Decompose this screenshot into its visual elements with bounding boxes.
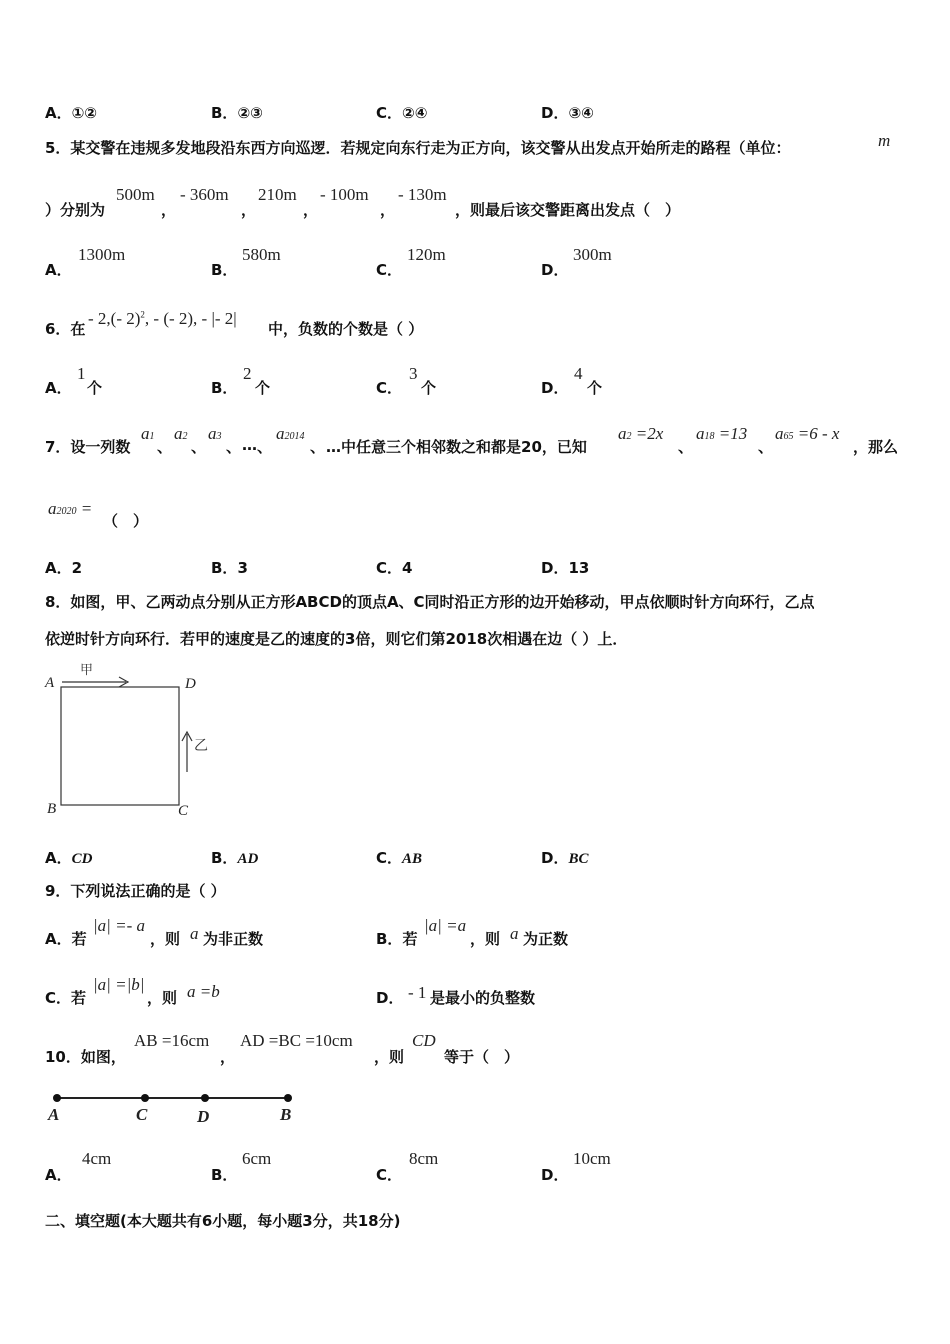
point-d-label: D bbox=[197, 1107, 210, 1126]
point-c bbox=[141, 1094, 149, 1102]
q5-option-c-letter: C． bbox=[376, 261, 403, 279]
q9-option-c-math2: a =b bbox=[187, 982, 220, 1001]
q9-option-c-pre: C．若 bbox=[45, 989, 87, 1007]
q5-sep: ， bbox=[161, 201, 177, 219]
q5-option-a-letter: A． bbox=[45, 261, 72, 279]
q7-sep: 、 bbox=[310, 438, 326, 456]
q9-option-d-math: - 1 bbox=[408, 983, 427, 1002]
q9-option-b-pre: B．若 bbox=[376, 930, 418, 948]
q8-stem-line2: 依逆时针方向环行．若甲的速度是乙的速度的3倍，则它们第2018次相遇在边（ ）上． bbox=[45, 630, 628, 648]
q7-term-3: a3 bbox=[208, 424, 222, 443]
q7-term-1: a1 bbox=[141, 424, 155, 443]
q5-stem-line1: 5．某交警在违规多发地段沿东西方向巡逻．若规定向东行走为正方向，该交警从出发点开始所走的路程（单位： bbox=[45, 139, 791, 157]
q10-option-c-letter: C． bbox=[376, 1166, 403, 1184]
q4-option-b: B．②③ bbox=[211, 104, 263, 122]
q9-option-a-mid: ，则 bbox=[150, 930, 181, 948]
q7-sep: 、 bbox=[226, 438, 242, 456]
q10-target: CD bbox=[412, 1031, 436, 1050]
q6-option-c-unit: 个 bbox=[421, 379, 437, 397]
q7-term-2: a2 bbox=[174, 424, 188, 443]
point-d bbox=[201, 1094, 209, 1102]
q7-option-c: C．4 bbox=[376, 559, 413, 577]
q9-option-b-post: 为正数 bbox=[523, 930, 569, 948]
q5-option-d-letter: D． bbox=[541, 261, 569, 279]
q6-option-a-unit: 个 bbox=[87, 379, 103, 397]
q10-sep: ， bbox=[220, 1048, 236, 1066]
q7-comma: 、 bbox=[678, 438, 694, 456]
q6-option-b-letter: B． bbox=[211, 379, 238, 397]
q9-option-c-math: |a| =|b| bbox=[93, 975, 145, 994]
q9-option-a-post: 为非正数 bbox=[203, 930, 264, 948]
q10-stem-c: 等于（ ） bbox=[444, 1048, 520, 1066]
q5-stem-line2b: ，则最后该交警距离出发点（ ） bbox=[455, 201, 681, 219]
q7-sep: 、 bbox=[191, 438, 207, 456]
q6-option-d-unit: 个 bbox=[587, 379, 603, 397]
q7-comma: 、 bbox=[758, 438, 774, 456]
q7-ellipsis: … bbox=[242, 436, 257, 454]
q8-square-svg bbox=[40, 660, 260, 820]
q5-option-b-letter: B． bbox=[211, 261, 238, 279]
q6-stem-a: 6．在 bbox=[45, 320, 86, 338]
jia-label: 甲 bbox=[80, 663, 94, 678]
q7-cond-2: a18 =13 bbox=[696, 424, 748, 443]
q4-option-c: C．②④ bbox=[376, 104, 428, 122]
q7-cond-1: a2 =2x bbox=[618, 424, 664, 443]
q10-cond-1: AB =16cm bbox=[134, 1031, 210, 1050]
square-abcd bbox=[61, 687, 179, 805]
q7-ask: a2020 = bbox=[48, 499, 93, 518]
q7-paren: （ ） bbox=[103, 512, 149, 530]
q9-stem: 9．下列说法正确的是（ ） bbox=[45, 882, 226, 900]
q5-distance-1: 500m bbox=[116, 185, 155, 204]
q8-option-a: A．CD bbox=[45, 849, 93, 867]
q8-option-b: B．AD bbox=[211, 849, 259, 867]
q9-option-a-pre: A．若 bbox=[45, 930, 87, 948]
q7-stem-c: ，那么 bbox=[853, 438, 899, 456]
q5-option-d-value: 300m bbox=[573, 245, 612, 264]
q10-option-b-value: 6cm bbox=[242, 1149, 272, 1168]
q4-option-a: A．①② bbox=[45, 104, 98, 122]
q6-option-d-num: 4 bbox=[574, 364, 583, 383]
q5-sep: ， bbox=[303, 201, 319, 219]
point-a bbox=[53, 1094, 61, 1102]
q9-option-b-var: a bbox=[510, 924, 519, 943]
q7-sep: 、 bbox=[157, 438, 173, 456]
q9-option-a-math: |a| =- a bbox=[93, 916, 145, 935]
q7-option-b: B．3 bbox=[211, 559, 248, 577]
q9-option-c-mid: ，则 bbox=[147, 989, 178, 1007]
q6-option-b-unit: 个 bbox=[255, 379, 271, 397]
q10-option-d-letter: D． bbox=[541, 1166, 569, 1184]
q6-option-c-letter: C． bbox=[376, 379, 403, 397]
q10-stem-b: ，则 bbox=[374, 1048, 405, 1066]
q5-option-c-value: 120m bbox=[407, 245, 446, 264]
q5-sep: ， bbox=[241, 201, 257, 219]
q5-distance-3: 210m bbox=[258, 185, 297, 204]
vertex-b-label: B bbox=[47, 801, 57, 817]
q10-option-b-letter: B． bbox=[211, 1166, 238, 1184]
q7-option-d: D．13 bbox=[541, 559, 590, 577]
q10-option-a-value: 4cm bbox=[82, 1149, 112, 1168]
q5-stem-line2a: ）分别为 bbox=[45, 201, 106, 219]
q8-stem-line1: 8．如图，甲、乙两动点分别从正方形ABCD的顶点A、C同时沿正方形的边开始移动，甲点依顺时针方向环行，乙点 bbox=[45, 593, 815, 611]
q9-option-d-post: 是最小的负整数 bbox=[430, 989, 536, 1007]
q10-cond-2: AD =BC =10cm bbox=[240, 1031, 353, 1050]
q5-unit: m bbox=[878, 131, 891, 150]
section-2-heading: 二、填空题(本大题共有6小题，每小题3分，共18分) bbox=[45, 1212, 401, 1230]
q6-expression: - 2,(- 2)$^2$, - (- 2), - |- 2| bbox=[88, 309, 237, 328]
q7-term-4: a2014 bbox=[276, 424, 305, 443]
q10-stem-a: 10．如图， bbox=[45, 1048, 126, 1066]
q9-option-a-var: a bbox=[190, 924, 199, 943]
q8-option-d: D．BC bbox=[541, 849, 589, 867]
q5-distance-4: - 100m bbox=[320, 185, 369, 204]
q5-distance-2: - 360m bbox=[180, 185, 229, 204]
point-a-label: A bbox=[48, 1105, 60, 1124]
vertex-c-label: C bbox=[178, 803, 189, 819]
yi-label: 乙 bbox=[194, 738, 208, 754]
q8-option-c: C．AB bbox=[376, 849, 423, 867]
point-b bbox=[284, 1094, 292, 1102]
q10-option-c-value: 8cm bbox=[409, 1149, 439, 1168]
q4-option-d: D．③④ bbox=[541, 104, 594, 122]
q6-stem-b: 中，负数的个数是（ ） bbox=[268, 320, 424, 338]
point-c-label: C bbox=[136, 1105, 148, 1124]
q9-option-b-math: |a| =a bbox=[424, 916, 467, 935]
q6-option-c-num: 3 bbox=[409, 364, 418, 383]
q6-option-b-num: 2 bbox=[243, 364, 252, 383]
q10-option-d-value: 10cm bbox=[573, 1149, 611, 1168]
point-b-label: B bbox=[280, 1105, 292, 1124]
q6-option-a-num: 1 bbox=[77, 364, 86, 383]
q6-option-a-letter: A． bbox=[45, 379, 72, 397]
q6-option-d-letter: D． bbox=[541, 379, 569, 397]
q5-option-a-value: 1300m bbox=[78, 245, 126, 264]
q7-sep: 、 bbox=[257, 438, 273, 456]
q5-option-b-value: 580m bbox=[242, 245, 281, 264]
q5-distance-5: - 130m bbox=[398, 185, 447, 204]
q10-option-a-letter: A． bbox=[45, 1166, 72, 1184]
q5-sep: ， bbox=[380, 201, 396, 219]
q7-stem-b: …中任意三个相邻数之和都是20，已知 bbox=[326, 438, 587, 456]
q7-stem-a: 7．设一列数 bbox=[45, 438, 131, 456]
vertex-d-label: D bbox=[185, 676, 196, 692]
vertex-a-label: A bbox=[45, 675, 55, 691]
q9-option-d-letter: D． bbox=[376, 989, 404, 1007]
q7-cond-3: a65 =6 - x bbox=[775, 424, 840, 443]
q9-option-b-mid: ，则 bbox=[470, 930, 501, 948]
q7-option-a: A．2 bbox=[45, 559, 83, 577]
q10-segment-svg bbox=[45, 1088, 305, 1108]
